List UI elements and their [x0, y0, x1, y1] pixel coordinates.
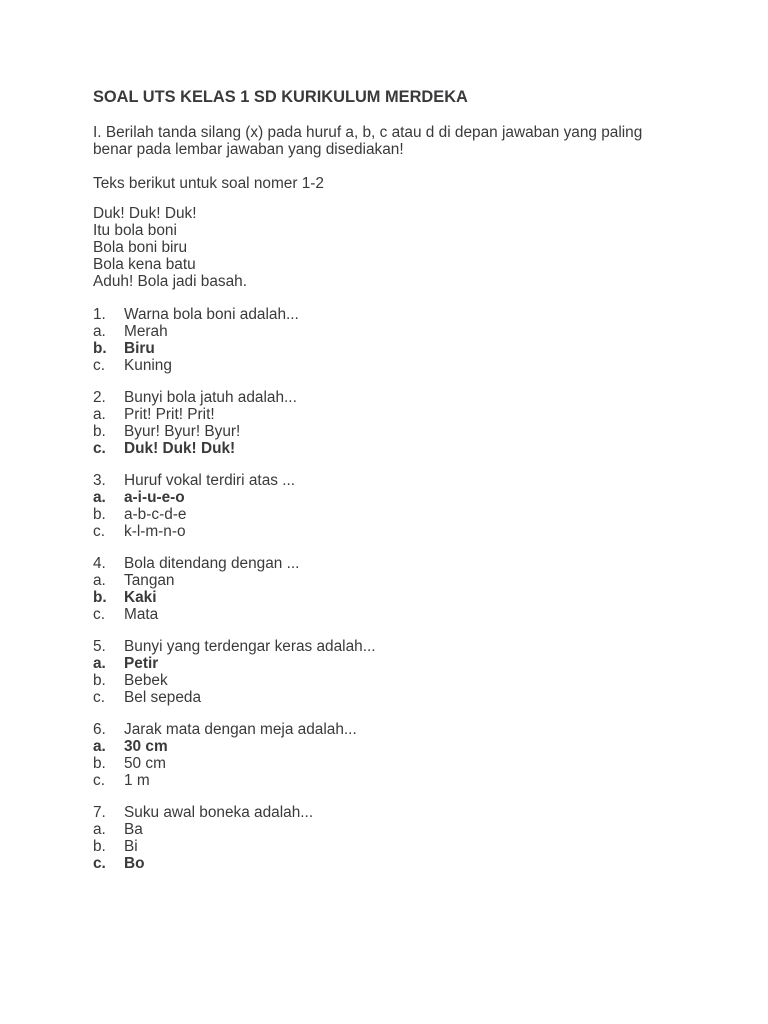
answer-option — [93, 738, 693, 755]
question-number: 1. — [93, 306, 106, 323]
answer-option — [93, 506, 693, 523]
option-letter: a. — [93, 323, 106, 340]
question-number: 5. — [93, 638, 106, 655]
option-text: Prit! Prit! Prit! — [124, 406, 215, 423]
option-letter: a. — [93, 572, 106, 589]
question-1 — [93, 306, 693, 374]
answer-option — [93, 606, 693, 623]
option-text: 1 m — [124, 772, 150, 789]
option-text: a-i-u-e-o — [124, 489, 185, 506]
option-letter: b. — [93, 838, 106, 855]
option-letter: a. — [93, 821, 106, 838]
answer-option — [93, 689, 693, 706]
poem-line: Bola boni biru — [93, 239, 188, 256]
option-letter: c. — [93, 689, 105, 706]
question-stem — [93, 389, 693, 406]
answer-option — [93, 838, 693, 855]
question-text: Warna bola boni adalah... — [124, 306, 299, 323]
answer-option — [93, 821, 693, 838]
option-letter: b. — [93, 423, 106, 440]
question-stem — [93, 721, 693, 738]
question-number: 3. — [93, 472, 106, 489]
question-text: Huruf vokal terdiri atas ... — [124, 472, 296, 489]
instruction-text: I. Berilah tanda silang (x) pada huruf a, b, c atau d di depan jawaban yang paling benar pada lembar jawaban yang disediakan! — [93, 124, 643, 158]
option-letter: a. — [93, 738, 106, 755]
question-stem — [93, 472, 693, 489]
answer-option — [93, 755, 693, 772]
option-letter: c. — [93, 357, 105, 374]
question-2 — [93, 389, 693, 457]
poem-line: Itu bola boni — [93, 222, 177, 239]
question-7 — [93, 804, 693, 872]
option-letter: a. — [93, 489, 106, 506]
answer-option — [93, 489, 693, 506]
question-number: 4. — [93, 555, 106, 572]
option-letter: b. — [93, 589, 107, 606]
option-text: Bebek — [124, 672, 168, 689]
option-text: Bel sepeda — [124, 689, 202, 706]
option-letter: c. — [93, 772, 105, 789]
option-letter: c. — [93, 606, 105, 623]
passage-poem — [93, 205, 693, 290]
answer-option — [93, 340, 693, 357]
answer-option — [93, 855, 693, 872]
option-letter: b. — [93, 506, 106, 523]
answer-option — [93, 655, 693, 672]
question-5 — [93, 638, 693, 706]
option-letter: b. — [93, 672, 106, 689]
answer-option — [93, 589, 693, 606]
passage-intro: Teks berikut untuk soal nomer 1-2 — [93, 175, 324, 192]
option-text: Bo — [124, 855, 145, 872]
option-text: Kuning — [124, 357, 172, 374]
option-text: Duk! Duk! Duk! — [124, 440, 236, 457]
option-letter: a. — [93, 655, 106, 672]
option-text: Kaki — [124, 589, 157, 606]
option-text: 50 cm — [124, 755, 166, 772]
question-number: 6. — [93, 721, 106, 738]
question-text: Jarak mata dengan meja adalah... — [124, 721, 357, 738]
answer-option — [93, 772, 693, 789]
answer-option — [93, 423, 693, 440]
question-3 — [93, 472, 693, 540]
question-number: 2. — [93, 389, 106, 406]
answer-option — [93, 672, 693, 689]
option-text: k-l-m-n-o — [124, 523, 186, 540]
option-letter: c. — [93, 523, 105, 540]
question-text: Bola ditendang dengan ... — [124, 555, 300, 572]
poem-line: Bola kena batu — [93, 256, 196, 273]
answer-option — [93, 323, 693, 340]
option-letter: b. — [93, 755, 106, 772]
question-stem — [93, 804, 693, 821]
option-text: Bi — [124, 838, 138, 855]
page-title: SOAL UTS KELAS 1 SD KURIKULUM MERDEKA — [93, 88, 468, 106]
answer-option — [93, 406, 693, 423]
option-text: Petir — [124, 655, 159, 672]
question-text: Bunyi bola jatuh adalah... — [124, 389, 297, 406]
option-text: Tangan — [124, 572, 175, 589]
question-number: 7. — [93, 804, 106, 821]
question-stem — [93, 638, 693, 655]
option-text: Byur! Byur! Byur! — [124, 423, 241, 440]
option-text: Ba — [124, 821, 143, 838]
option-letter: c. — [93, 440, 106, 457]
option-letter: c. — [93, 855, 106, 872]
question-4 — [93, 555, 693, 623]
option-text: 30 cm — [124, 738, 168, 755]
option-text: Mata — [124, 606, 159, 623]
answer-option — [93, 523, 693, 540]
option-text: Merah — [124, 323, 168, 340]
question-6 — [93, 721, 693, 789]
poem-line: Duk! Duk! Duk! — [93, 205, 197, 222]
question-text: Suku awal boneka adalah... — [124, 804, 314, 821]
answer-option — [93, 440, 693, 457]
poem-line: Aduh! Bola jadi basah. — [93, 273, 248, 290]
question-stem — [93, 555, 693, 572]
answer-option — [93, 572, 693, 589]
option-text: a-b-c-d-e — [124, 506, 187, 523]
option-text: Biru — [124, 340, 155, 357]
question-stem — [93, 306, 693, 323]
option-letter: a. — [93, 406, 106, 423]
answer-option — [93, 357, 693, 374]
option-letter: b. — [93, 340, 107, 357]
question-text: Bunyi yang terdengar keras adalah... — [124, 638, 376, 655]
